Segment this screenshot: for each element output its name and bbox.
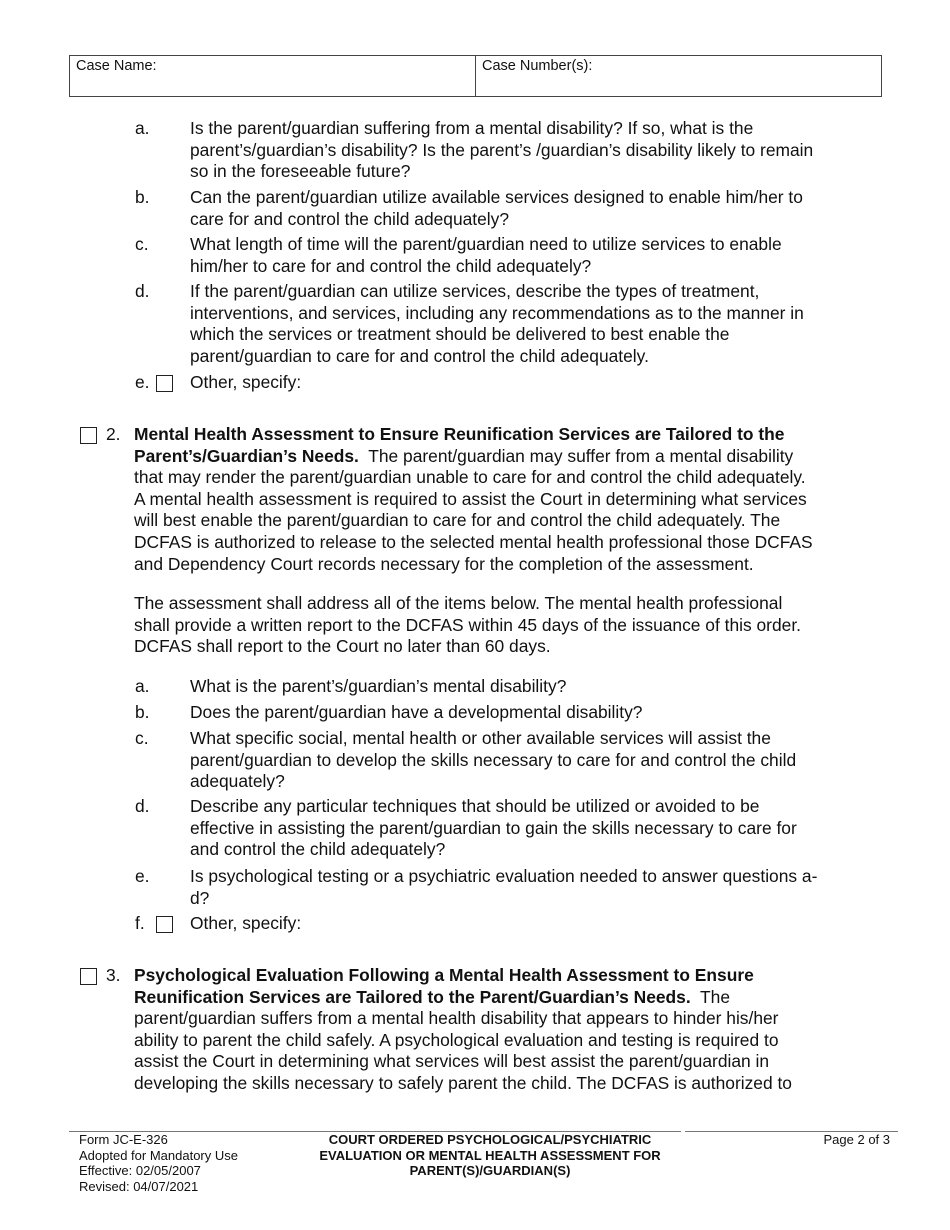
item-letter: c. [135,234,149,254]
list-item [190,866,817,909]
text-line: that may render the parent/guardian unable to care for and control the child adequately. [134,467,806,488]
list-item [190,281,804,367]
text-line: assist the Court in determining what services will best assist the parent/guardian in [134,1051,770,1072]
item-letter: b. [135,187,150,207]
text-line: What length of time will the parent/guardian need to utilize services to enable [190,234,782,254]
footer-line: Adopted for Mandatory Use [79,1147,238,1163]
section-2-paragraph-2 [134,593,801,658]
item-letter: e. [135,866,150,886]
footer-form-title [290,1132,690,1179]
section-2-title-end: Parent’s/Guardian’s Needs. [134,445,359,466]
text-line: Does the parent/guardian have a developmental disability? [190,702,643,722]
list-item [190,728,796,793]
footer-line: PARENT(S)/GUARDIAN(S) [409,1163,571,1178]
list-item [190,913,301,935]
text-line: him/her to care for and control the child adequately? [190,255,592,276]
text-line: so in the foreseeable future? [190,161,411,182]
text-line: shall provide a written report to the DCFAS within 45 days of the issuance of this order. [134,614,801,635]
item-letter: c. [135,728,149,748]
text-line: If the parent/guardian can utilize services, describe the types of treatment, [190,281,760,301]
text-line: Is psychological testing or a psychiatric evaluation needed to answer questions a- [190,866,818,886]
text-line: ability to parent the child safely. A psychological evaluation and testing is required to [134,1029,779,1050]
text-line: Other, specify: [190,372,302,392]
footer-line: Effective: 02/05/2007 [79,1163,201,1178]
item-letter: d. [135,796,150,816]
text-line: and Dependency Court records necessary for the completion of the assessment. [134,553,754,574]
case-number-label: Case Number(s): [482,58,593,74]
item-letter: f. [135,913,145,933]
text-line: effective in assisting the parent/guardian to gain the skills necessary to care for [190,817,797,838]
section-3-checkbox[interactable] [80,968,97,985]
list-item [190,187,803,230]
text-line: What specific social, mental health or other available services will assist the [190,728,771,748]
text-line: What is the parent’s/guardian’s mental disability? [190,676,567,696]
text-line: A mental health assessment is required to assist the Court in determining what services [134,488,807,509]
footer-page-number: Page 2 of 3 [823,1132,890,1147]
section-3-title-end: Reunification Services are Tailored to the Parent/Guardian’s Needs. [134,986,691,1007]
text-line: and control the child adequately? [190,839,446,860]
item-letter: b. [135,702,150,722]
section-2-text: The parent/guardian may suffer from a mental disability [358,445,794,466]
footer-line: Revised: 04/07/2021 [79,1178,199,1194]
footer-line: EVALUATION OR MENTAL HEALTH ASSESSMENT FOR [319,1147,661,1163]
other-specify-checkbox[interactable] [156,375,173,392]
text-line: parent/guardian to care for and control the child adequately. [190,345,649,366]
footer-form-info [79,1132,238,1194]
case-name-field[interactable] [70,56,475,96]
text-line: Is the parent/guardian suffering from a mental disability? If so, what is the [190,118,754,138]
text-line: Can the parent/guardian utilize available services designed to enable him/her to [190,187,803,207]
section-2-title: Mental Health Assessment to Ensure Reunification Services are Tailored to the [134,424,785,444]
item-letter: a. [135,118,150,138]
text-line: The assessment shall address all of the items below. The mental health professional [134,593,783,613]
case-number-field[interactable] [475,56,881,96]
text-line: developing the skills necessary to safely parent the child. The DCFAS is authorized to [134,1072,792,1093]
text-line: DCFAS is authorized to release to the selected mental health professional those DCFAS [134,531,813,552]
text-line: parent’s/guardian’s disability? Is the parent’s /guardian’s disability likely to remain [190,139,814,160]
section-3-text: The [690,986,730,1007]
text-line: which the services or treatment should be delivered to best enable the [190,324,730,345]
case-name-label: Case Name: [76,58,157,74]
case-header [69,55,882,97]
list-item [190,234,782,277]
section-2-body [134,424,813,575]
list-item [190,796,797,861]
item-letter: d. [135,281,150,301]
text-line: will best enable the parent/guardian to care for and control the child adequately. The [134,510,781,531]
item-letter: e. [135,372,150,392]
text-line: interventions, and services, including any recommendations as to the manner in [190,302,804,323]
text-line: Describe any particular techniques that should be utilized or avoided to be [190,796,760,816]
section-3-title: Psychological Evaluation Following a Mental Health Assessment to Ensure [134,965,754,985]
other-specify-checkbox[interactable] [156,916,173,933]
item-letter: a. [135,676,150,696]
list-item [190,702,642,724]
text-line: parent/guardian to develop the skills necessary to care for and control the child [190,749,797,770]
footer-line: Form JC-E-326 [79,1132,168,1147]
list-item [190,676,566,698]
section-2-checkbox[interactable] [80,427,97,444]
text-line: DCFAS shall report to the Court no later than 60 days. [134,636,551,657]
section-3-number: 3. [106,965,121,985]
section-3-body [134,965,792,1095]
footer-line: COURT ORDERED PSYCHOLOGICAL/PSYCHIATRIC [328,1132,652,1147]
list-item [190,372,301,394]
list-item [190,118,813,183]
text-line: adequately? [190,771,285,792]
text-line: d? [190,887,210,908]
section-2-number: 2. [106,424,121,444]
text-line: Other, specify: [190,913,302,933]
text-line: care for and control the child adequately? [190,208,510,229]
text-line: parent/guardian suffers from a mental health disability that appears to hinder his/her [134,1008,779,1029]
